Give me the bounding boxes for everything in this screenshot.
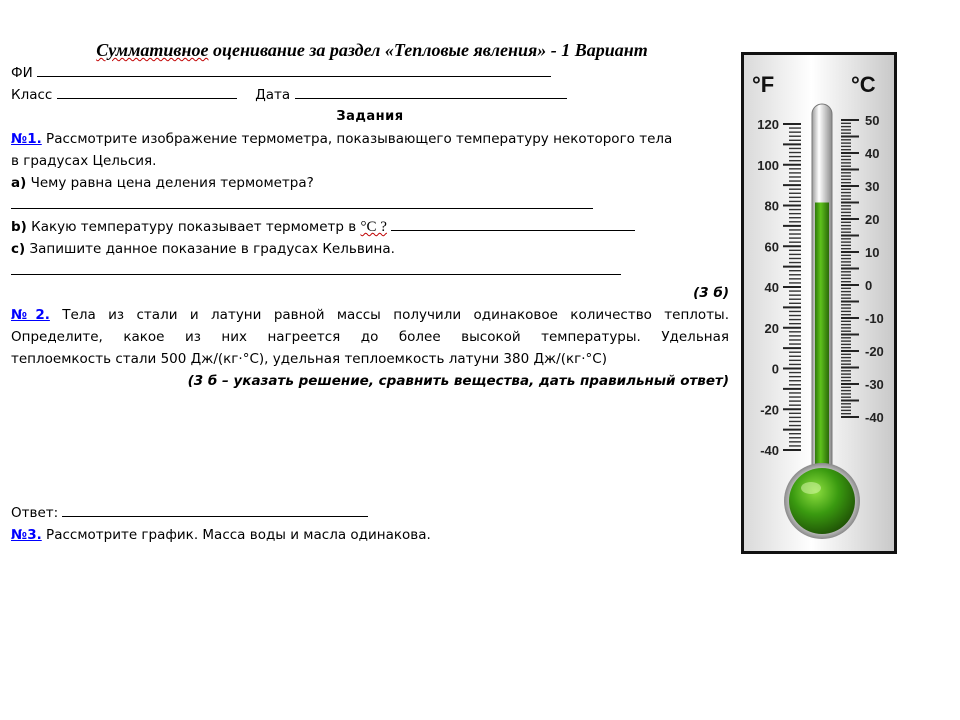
fahrenheit-unit: °F: [752, 72, 775, 97]
class-blank[interactable]: [57, 84, 237, 99]
task3-number: №3.: [11, 527, 42, 543]
task1-c-answer-row: [11, 260, 729, 282]
task2-text-1: Тела из стали и латуни равной массы получили одинаковое количество теплоты.: [49, 307, 730, 323]
fahrenheit-label: 20: [764, 320, 779, 336]
page-title: [15, 38, 729, 62]
thermometer-liquid: [815, 203, 829, 475]
task1-b-answer-blank[interactable]: [391, 216, 635, 231]
task1-b: [11, 216, 729, 238]
task1-a: [11, 172, 729, 194]
name-label: ФИ: [11, 65, 33, 81]
task1-c-label: c): [11, 241, 26, 257]
class-label: Класс: [11, 87, 53, 103]
date-label: Дата: [255, 87, 291, 103]
document-page: [11, 38, 729, 546]
task2-score: (3 б – указать решение, сравнить вещества, дать правильный ответ): [187, 373, 729, 389]
thermometer-image: [741, 52, 897, 554]
name-field-row: [11, 62, 729, 84]
task2-line3: теплоемкость стали 500 Дж/(кг·°С), удельная теплоемкость латуни 380 Дж/(кг·°С): [11, 351, 607, 367]
title-rest: оценивание за раздел «Тепловые явления» - 1 Вариант: [208, 40, 648, 60]
answer-row: [11, 502, 729, 524]
celsius-unit: °С ?: [360, 219, 387, 235]
task1-a-answer-blank[interactable]: [11, 194, 593, 209]
title-start: Суммативное: [96, 40, 209, 60]
celsius-label: 0: [865, 278, 873, 293]
fahrenheit-label: 120: [757, 117, 779, 132]
task1-number: №1.: [11, 131, 42, 147]
task2-line1: [11, 304, 729, 326]
fahrenheit-label: 80: [764, 198, 779, 214]
task1-score: (3 б): [693, 285, 729, 301]
class-date-row: [11, 84, 729, 106]
task1-c-answer-blank[interactable]: [11, 260, 621, 275]
fahrenheit-label: 40: [764, 280, 779, 295]
date-blank[interactable]: [295, 84, 567, 99]
celsius-label: -20: [865, 344, 884, 359]
task1-a-label: a): [11, 175, 27, 191]
thermometer-bulb: [789, 468, 855, 534]
fahrenheit-label: 60: [764, 239, 779, 255]
task1-text-1: Рассмотрите изображение термометра, показывающего температуру некоторого тела: [41, 131, 673, 147]
celsius-label: 50: [865, 113, 880, 128]
celsius-label: 30: [865, 179, 880, 194]
answer-blank[interactable]: [62, 502, 368, 517]
task1-b-text: Какую температуру показывает термометр в: [26, 219, 361, 235]
task1-line2: в градусах Цельсия.: [11, 153, 157, 169]
fahrenheit-label: -40: [760, 443, 779, 458]
fahrenheit-label: -20: [760, 402, 779, 418]
solution-space[interactable]: [11, 392, 729, 502]
answer-label: Ответ:: [11, 505, 59, 521]
task1-a-answer-row: [11, 194, 729, 216]
task3-text: Рассмотрите график. Масса воды и масла одинакова.: [41, 527, 431, 543]
celsius-label: 20: [865, 212, 880, 227]
fahrenheit-label: 100: [757, 157, 779, 173]
name-blank[interactable]: [37, 62, 551, 77]
section-heading: Задания: [336, 109, 404, 124]
celsius-unit-label: °C: [851, 72, 876, 97]
task1-c-text: Запишите данное показание в градусах Кельвина.: [25, 241, 395, 257]
celsius-label: -40: [865, 410, 884, 425]
task3-line: [11, 524, 729, 546]
celsius-label: -10: [865, 311, 884, 326]
task2-line2: Определите, какое из них нагреется до более высокой температуры. Удельная: [11, 329, 729, 345]
task1-c: [11, 238, 729, 260]
task2-number: №2.: [11, 307, 50, 323]
celsius-label: 40: [865, 146, 880, 161]
celsius-label: -30: [865, 377, 884, 392]
celsius-label: 10: [865, 245, 880, 260]
task1-a-text: Чему равна цена деления термометра?: [26, 175, 314, 191]
task1-b-label: b): [11, 219, 27, 235]
fahrenheit-label: 0: [771, 361, 779, 377]
task1-line1: [11, 128, 729, 150]
